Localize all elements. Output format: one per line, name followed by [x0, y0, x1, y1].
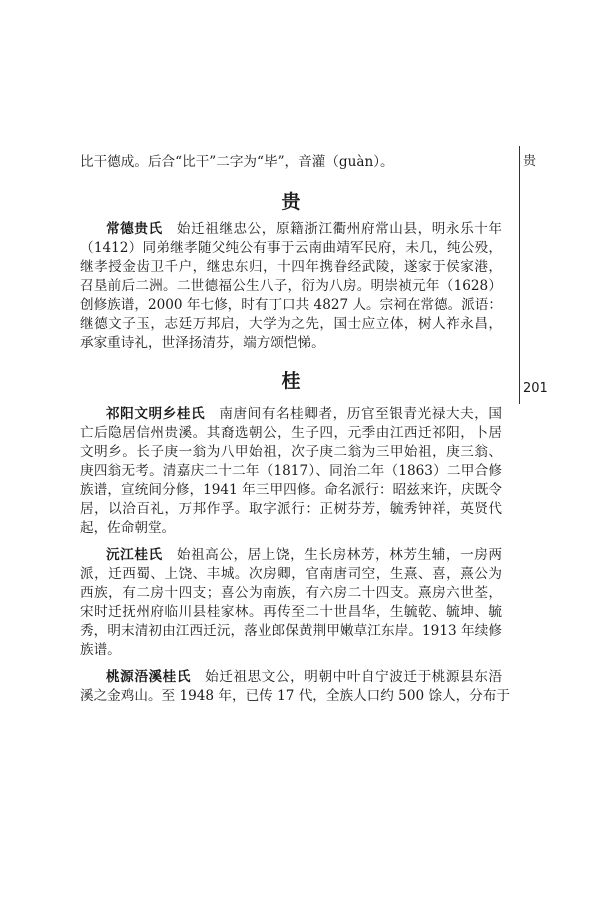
- entry-line: 居，以洽百礼，万邦作孚。取字派行：正树芬芳，毓秀钟祥，英贤代: [80, 501, 502, 517]
- section-heading-gui2: 桂: [281, 370, 301, 392]
- entry-line: （1412）同弟继孝随父纯公有事于云南曲靖军民府，未几，纯公殁，: [80, 240, 502, 256]
- entry-line: 继德文子玉，志廷万邦启，大学为之先，国士应立体，树人祚永昌，: [80, 316, 502, 332]
- entry-line: 庚四翁无考。清嘉庆二十二年（1817）、同治二年（1863）二甲合修: [80, 463, 502, 479]
- section-heading-gui: 贵: [281, 191, 301, 213]
- entry-line: 族谱，宣统间分修，1941 年三甲四修。命名派行：昭兹来许，庆既令: [80, 482, 502, 498]
- page-number: 201: [523, 381, 548, 396]
- entry-line: 承家重诗礼，世泽扬清芬，端方颂恺悌。: [80, 335, 325, 351]
- entry-line: 宋时迁抚州府临川县桂家林。再传至二十世昌华，生毓乾、毓坤、毓: [80, 604, 502, 620]
- entry-name: 沅江桂氏: [106, 547, 163, 563]
- entry-yuanjiang-gui: [80, 546, 502, 660]
- entry-line: 创修族谱，2000 年七修，时有丁口共 4827 人。宗祠在常德。派语：: [80, 297, 502, 313]
- entry-name: 桃源浯溪桂氏: [106, 669, 191, 685]
- entry-line: 召垦前后二洲。二世德福公生八子，衍为八房。明崇祯元年（1628）: [80, 278, 502, 294]
- entry-line: 秀，明末清初由江西迁沅，落业郎保黄荆甲嫩草江东岸。1913 年续修: [80, 623, 502, 639]
- entry-line: 溪之金鸡山。至 1948 年，已传 17 代，全族人口约 500 馀人，分布于: [80, 688, 511, 704]
- entry-taoyuan-gui: [80, 668, 511, 706]
- entry-name: 祁阳文明乡桂氏: [106, 406, 206, 422]
- entry-line: 亡后隐居信州贵溪。其裔选朝公，生子四，元季由江西迁祁阳，卜居: [80, 425, 502, 441]
- continued-line: 比干德成。后合“比干”二字为“毕”，音灌（guàn）。: [80, 154, 394, 170]
- entry-name: 常德贵氏: [106, 221, 163, 237]
- entry-qiyang-gui: [80, 405, 502, 538]
- entry-changde-gui: [80, 220, 502, 353]
- entry-line: 派，迁西蜀、上饶、丰城。次房卿，官南唐司空，生熹、喜，熹公为: [80, 566, 502, 582]
- entry-line: 继孝授金齿卫千户，继忠东归，十四年携眷经武陵，遂家于侯家港，: [80, 259, 502, 275]
- running-head-char: 贵: [523, 154, 537, 169]
- entry-line: 起，佐命朝堂。: [80, 520, 176, 536]
- body-text: [80, 153, 511, 706]
- entry-line: 族谱。: [80, 642, 121, 658]
- entry-first-line: 桃源浯溪桂氏 始迁祖思文公，明朝中叶自宁波迁于桃源县东浯: [106, 669, 503, 685]
- entry-first-line: 祁阳文明乡桂氏 南唐间有名桂卿者，历官至银青光禄大夫，国: [106, 406, 503, 422]
- entry-line: 文明乡。长子庚一翁为八甲始祖，次子庚二翁为三甲始祖，庚三翁、: [80, 444, 502, 460]
- entry-first-line: 沅江桂氏 始祖高公，居上饶，生长房林芳，林芳生辅，一房两: [106, 547, 503, 563]
- margin-rule: [519, 146, 520, 404]
- entry-line: 西族，有二房十四支；喜公为南族，有六房二十四支。熹房六世荃，: [80, 585, 502, 601]
- entry-first-line: 常德贵氏 始迁祖继忠公，原籍浙江衢州府常山县，明永乐十年: [106, 221, 503, 237]
